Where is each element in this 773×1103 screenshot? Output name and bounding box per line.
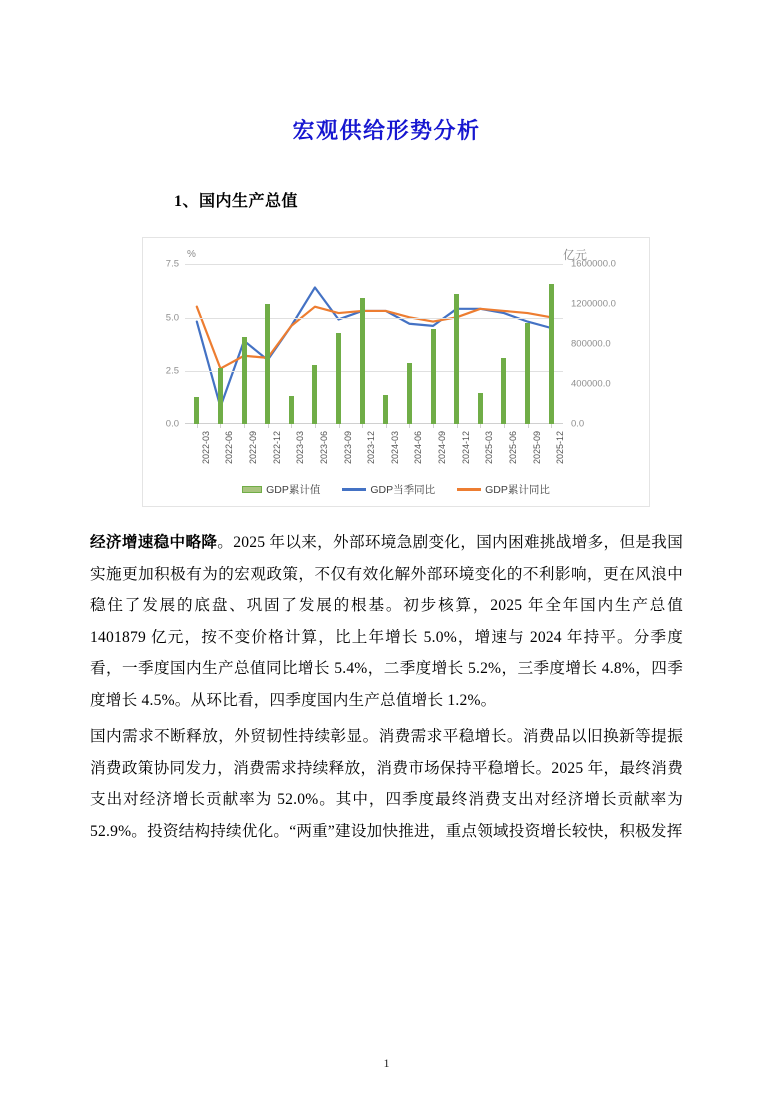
chart-bar (407, 363, 412, 425)
left-axis-unit-label: % (187, 249, 196, 261)
x-axis-tickmark (551, 424, 552, 428)
x-axis-tickmark (268, 424, 269, 428)
left-axis-tick: 7.5 (165, 258, 179, 270)
x-axis-label: 2022-06 (224, 431, 235, 465)
chart-bar (194, 397, 199, 424)
right-axis-tick: 1200000.0 (571, 298, 616, 310)
legend-item-cumulative-value (242, 482, 320, 497)
left-axis-tick: 5.0 (165, 312, 179, 324)
chart-bar (265, 304, 270, 424)
chart-bar (383, 395, 388, 425)
x-axis-label: 2025-12 (555, 431, 566, 465)
legend-item-quarterly-yoy (342, 482, 435, 497)
paragraph-2 (90, 721, 683, 847)
right-axis-unit-label: 亿元 (562, 248, 587, 263)
x-axis-tickmark (220, 424, 221, 428)
x-axis-tickmark (386, 424, 387, 428)
x-axis-tickmark (433, 424, 434, 428)
page-title: 宏观供给形势分析 (292, 118, 481, 143)
chart-gridline (185, 318, 563, 319)
x-axis-label: 2023-12 (366, 431, 377, 465)
chart-legend (143, 482, 649, 497)
legend-label-cumulative-yoy: GDP累计同比 (485, 484, 550, 497)
chart-line-blue (197, 288, 551, 407)
left-axis-tick: 2.5 (165, 365, 179, 377)
chart-bar (336, 333, 341, 424)
paragraph-1 (90, 527, 683, 716)
x-axis-tickmark (339, 424, 340, 428)
chart-bar (525, 323, 530, 424)
x-axis-tickmark (457, 424, 458, 428)
legend-label-quarterly-yoy: GDP当季同比 (370, 484, 436, 497)
x-axis-label: 2023-03 (295, 431, 306, 465)
paragraph-1-lead: 经济增速稳中略降 (90, 534, 218, 552)
chart-bar (289, 396, 294, 424)
x-axis-tickmark (362, 424, 363, 428)
x-axis-label: 2022-09 (248, 431, 259, 465)
right-axis-tick: 400000.0 (571, 378, 611, 390)
x-axis-label: 2025-09 (531, 431, 542, 465)
chart-bar (360, 298, 365, 424)
legend-swatch-orange-line-icon (457, 488, 481, 491)
x-axis-tickmark (244, 424, 245, 428)
x-axis-tickmark (409, 424, 410, 428)
gdp-chart (142, 237, 650, 507)
chart-line-orange (197, 307, 551, 369)
legend-swatch-bar-icon (242, 486, 262, 493)
x-axis-tickmark (291, 424, 292, 428)
chart-bar (431, 329, 436, 424)
x-axis-label: 2025-06 (507, 431, 518, 465)
right-axis-tick: 800000.0 (571, 338, 611, 350)
chart-bar (549, 284, 554, 424)
x-axis-label: 2024-06 (413, 431, 424, 465)
page-number: 1 (383, 1056, 390, 1070)
paragraph-2-text: 国内需求不断释放，外贸韧性持续彰显。消费需求平稳增长。消费品以旧换新等提振消费政策协同发力，消费需求持续释放，消费市场保持平稳增长。2025 年，最终消费支出对经济增长贡献率为 52.0%。其中，四季度最终消费支出对经济增长贡献率为 52.9%。投资结构持续优化。“两重”建设加快推进，重点领域投资增长较快，积极发挥 (90, 728, 683, 840)
chart-bar (242, 337, 247, 424)
left-axis-tick: 0.0 (165, 418, 179, 430)
x-axis-label: 2022-03 (200, 431, 211, 465)
x-axis-label: 2023-06 (318, 431, 329, 465)
chart-bar (501, 358, 506, 424)
x-axis-label: 2025-03 (484, 431, 495, 465)
x-axis-tickmark (528, 424, 529, 428)
right-axis-tick: 1600000.0 (571, 258, 616, 270)
x-axis-label: 2022-12 (271, 431, 282, 465)
chart-bar (478, 393, 483, 425)
x-axis-label: 2024-03 (389, 431, 400, 465)
legend-item-cumulative-yoy (457, 482, 550, 497)
chart-bar (218, 368, 223, 424)
x-axis-label: 2024-09 (437, 431, 448, 465)
chart-inner (143, 238, 649, 506)
chart-plot-area (165, 258, 616, 465)
x-axis-tickmark (504, 424, 505, 428)
x-axis-tickmark (480, 424, 481, 428)
paragraph-1-text: 。2025 年以来，外部环境急剧变化，国内困难挑战增多，但是我国实施更加积极有为的宏观政策，不仅有效化解外部环境变化的不利影响，更在风浪中稳住了发展的底盘、巩固了发展的根基。初步核算，2025 年全年国内生产总值 1401879 亿元，按不变价格计算，比上年增长 5.0%，增速与 2024 年持平。分季度看，一季度国内生产总值同比增长 5.4%，二季度增长 5.2%，三季度增长 4.8%，四季度增长 4.5%。从环比看，四季度国内生产总值增长 1.2%。 (90, 534, 683, 709)
x-axis-label: 2023-09 (342, 431, 353, 465)
legend-label-cumulative-value: GDP累计值 (266, 484, 321, 497)
x-axis-tickmark (197, 424, 198, 428)
chart-gridline (185, 264, 563, 265)
x-axis-tickmark (315, 424, 316, 428)
right-axis-tick: 0.0 (571, 418, 585, 430)
section-heading: 1、国内生产总值 (174, 193, 299, 211)
chart-bar (454, 294, 459, 424)
legend-swatch-blue-line-icon (342, 488, 366, 491)
x-axis-label: 2024-12 (460, 431, 471, 465)
chart-bar (312, 365, 317, 424)
